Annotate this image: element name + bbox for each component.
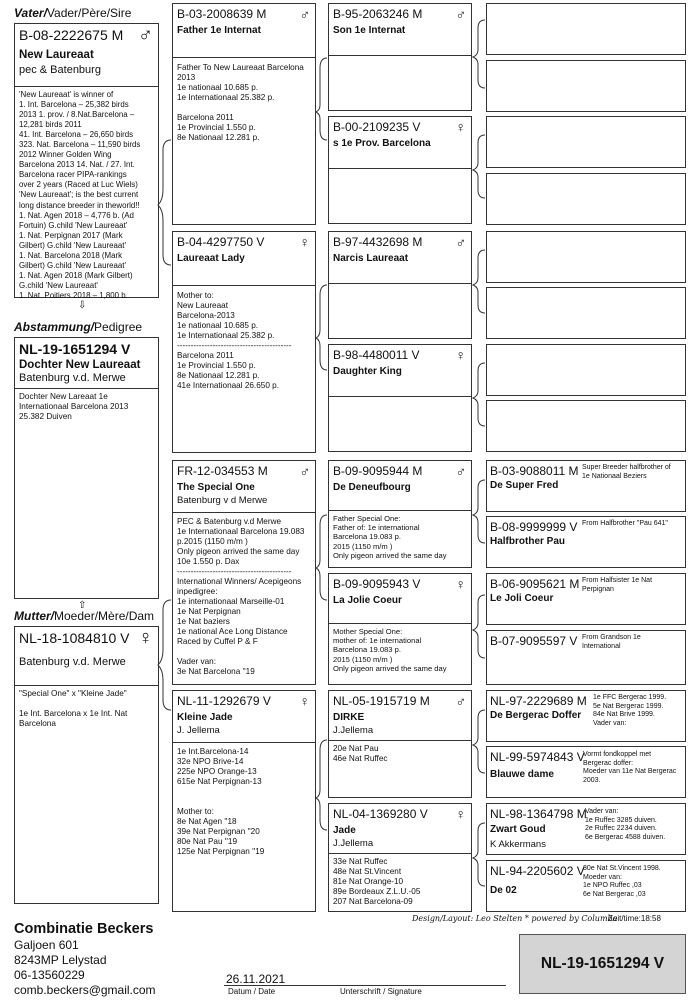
gen2-notes: 1e Int.Barcelona-14 32e NPO Brive-14 225e NPO Orange-13 615e Nat Perpignan-13 Mother to: 8e Nat Agen ''18 39e Nat Perpignan ''20 80e Nat Pau ''19 125e Nat Perpignan ''19 xyxy=(177,747,265,856)
gen3-ring: B-97-4432698 M xyxy=(333,235,423,249)
gen2-notes: Mother to: New Laureaat Barcelona-2013 1e nationaal 10.685 p. 1e Internationaal 25.382 p. ------------------------------------------ Barcelona 2011 1e Provincial 1.550 p. 8e Nationaal 12.281 p. 41e Internationaal 26.650 p. xyxy=(177,291,292,390)
gen2-name: Kleine Jade xyxy=(177,712,233,723)
gen3-name: Son 1e Internat xyxy=(333,25,406,36)
female-symbol-icon: ♀ xyxy=(455,576,466,592)
gen3-notes: Mother Special One: mother of: 1e international Barcelona 19.083 p. 2015 (1150 m/m ) Only pigeon arrived the same day xyxy=(333,627,447,673)
subject-ring: NL-19-1651294 V xyxy=(19,341,131,357)
gen4-ring: NL-94-2205602 V xyxy=(490,864,585,878)
subject-owner: Batenburg v.d. Merwe xyxy=(19,372,126,384)
breeder-line: Galjoen 601 xyxy=(14,938,79,952)
print-time: Zeit/time:18:58 xyxy=(608,914,661,923)
gen3-owner: J.Jellema xyxy=(333,725,374,736)
male-symbol-icon: ♂ xyxy=(299,6,310,22)
gen4-name: Blauwe dame xyxy=(490,769,554,780)
gen3-ring: B-09-9095944 M xyxy=(333,464,423,478)
gen3-notes: 20e Nat Pau 46e Nat Ruffec xyxy=(333,744,388,763)
gen2-notes: Father To New Laureaat Barcelona 2013 1e nationaal 10.685 p. 1e Internationaal 25.382 p. Barcelona 2011 1e Provincial 1.550 p. 8e Nationaal 12.281 p. xyxy=(177,63,304,142)
gen3-name: s 1e Prov. Barcelona xyxy=(333,138,431,149)
gen2-owner: Batenburg v d Merwe xyxy=(177,495,268,506)
gen4-owner: K Akkermans xyxy=(490,839,546,850)
gen4-name: Zwart Goud xyxy=(490,824,546,835)
gen3-name: Narcis Laureaat xyxy=(333,253,409,264)
gen4-notes: 1e FFC Bergerac 1999. 5e Nat Bergerac 1999. 84e Nat Brive 1999. Vader van: xyxy=(593,694,667,727)
gen3-ring: B-95-2063246 M xyxy=(333,7,423,21)
gen3-ring: NL-05-1915719 M xyxy=(333,694,430,708)
gen3-notes: Father Special One: Father of: 1e international Barcelona 19.083 p. 2015 (1150 m/m ) Only pigeon arrived the same day xyxy=(333,514,447,560)
male-symbol-icon: ♂ xyxy=(455,463,466,479)
gen4-notes: Vormt fondkoppel met Bergerac doffer: Moeder van 11e Nat Bergerac 2003. xyxy=(583,751,677,784)
gen4-ring: B-07-9095597 V xyxy=(490,634,578,648)
gen3-owner: J.Jellema xyxy=(333,838,374,849)
gen4-ring: B-08-9999999 V xyxy=(490,520,578,534)
male-symbol-icon: ♂ xyxy=(455,693,466,709)
arrow-down-icon: ⇩ xyxy=(78,300,87,311)
gen2-owner: J. Jellema xyxy=(177,725,220,736)
female-symbol-icon: ♀ xyxy=(299,234,310,250)
breeder-line: 06-13560229 xyxy=(14,968,85,982)
dam-owner: Batenburg v.d. Merwe xyxy=(19,656,126,668)
gen3-ring: B-98-4480011 V xyxy=(333,348,420,362)
gen2-name: Father 1e Internat xyxy=(177,25,261,36)
breeder-address xyxy=(14,938,156,998)
gen4-notes: From Halfsister 1e Nat Perpignan xyxy=(582,577,653,593)
gen4-name: De Super Fred xyxy=(490,480,559,491)
female-symbol-icon: ♀ xyxy=(455,806,466,822)
gen3-ring: B-09-9095943 V xyxy=(333,577,421,591)
signature-line xyxy=(224,985,506,986)
subject-name: Dochter New Laureaat xyxy=(19,359,141,371)
dam-section-label: Mutter/Moeder/Mère/Dam xyxy=(14,609,155,623)
pedigree-section-label: Abstammung/Pedigree xyxy=(14,320,143,334)
gen2-ring: B-03-2008639 M xyxy=(177,7,267,21)
male-symbol-icon: ♂ xyxy=(455,234,466,250)
date-label: Datum / Date xyxy=(228,987,276,996)
gen2-ring: B-04-4297750 V xyxy=(177,235,265,249)
dam-notes: "Special One" x "Kleine Jade" 1e Int. Barcelona x 1e Int. Nat Barcelona xyxy=(19,689,128,728)
gen2-ring: NL-11-1292679 V xyxy=(177,694,271,708)
gen3-name: De Deneufbourg xyxy=(333,482,411,493)
male-symbol-icon: ♂ xyxy=(299,463,310,479)
male-symbol-icon: ♂ xyxy=(455,6,466,22)
gen4-notes: Vader van: 1e Ruffec 3285 duiven. 2e Ruffec 2234 duiven. 6e Bergerac 4588 duiven. xyxy=(585,808,666,841)
female-symbol-icon: ♀ xyxy=(455,119,466,135)
dam-ring: NL-18-1084810 V xyxy=(19,630,130,646)
gen3-notes: 33e Nat Ruffec 48e Nat St.Vincent 81e Nat Orange-10 89e Bordeaux Z.L.U.-05 207 Nat Barcelona-09 xyxy=(333,857,421,906)
gen2-name: Laureaat Lady xyxy=(177,253,245,264)
gen4-notes: From Grandson 1e International xyxy=(582,634,641,650)
breeder-email[interactable]: comb.beckers@gmail.com xyxy=(14,983,156,997)
gen4-ring: B-06-9095621 M xyxy=(490,577,580,591)
breeder-name: Combinatie Beckers xyxy=(14,921,154,937)
gen3-name: La Jolie Coeur xyxy=(333,595,402,606)
gen4-name: De Bergerac Doffer xyxy=(490,710,582,721)
sire-section-label: Vater/Vader/Père/Sire xyxy=(14,6,132,20)
gen4-name: Halfbrother Pau xyxy=(490,536,566,547)
signature-label: Unterschrift / Signature xyxy=(340,987,422,996)
gen3-name: Daughter King xyxy=(333,366,402,377)
gen4-ring: NL-99-5974843 V xyxy=(490,750,585,764)
gen4-ring: NL-97-2229689 M xyxy=(490,694,587,708)
female-symbol-icon: ♀ xyxy=(455,347,466,363)
female-symbol-icon: ♀ xyxy=(138,627,153,649)
gen3-ring: NL-04-1369280 V xyxy=(333,807,428,821)
gen2-name: The Special One xyxy=(177,482,255,493)
ring-number-box: NL-19-1651294 V xyxy=(519,934,686,994)
male-symbol-icon: ♂ xyxy=(138,24,153,46)
design-credit: Design/Layout: Leo Stelten * powered by Columba xyxy=(412,914,618,923)
gen4-notes: 30e Nat St.Vincent 1998. Moeder van: 1e NPO Ruffec ,03 6e Nat Bergerac ,03 xyxy=(583,865,661,898)
gen4-notes: From Halfbrother "Pau 641" xyxy=(582,520,668,527)
gen4-notes: Super Breeder halfbrother of 1e Nationaal Beziers xyxy=(582,464,671,480)
subject-notes: Dochter New Lareaat 1e Internationaal Barcelona 2013 25.382 Duiven xyxy=(19,392,129,421)
gen3-ring: B-00-2109235 V xyxy=(333,120,421,134)
gen2-ring: FR-12-034553 M xyxy=(177,464,268,478)
sire-ring: B-08-2222675 M xyxy=(19,27,124,43)
gen4-name: De 02 xyxy=(490,885,517,896)
breeder-line: 8243MP Lelystad xyxy=(14,953,107,967)
gen4-ring: NL-98-1364798 M xyxy=(490,807,587,821)
gen4-name: Le Joli Coeur xyxy=(490,593,554,604)
gen3-name: Jade xyxy=(333,825,356,836)
female-symbol-icon: ♀ xyxy=(299,693,310,709)
arrow-up-icon: ⇧ xyxy=(78,600,87,611)
gen3-name: DIRKE xyxy=(333,712,365,723)
date-value: 26.11.2021 xyxy=(226,972,286,986)
gen4-ring: B-03-9088011 M xyxy=(490,464,579,478)
sire-notes: 'New Laureaat' is winner of 1. Int. Barcelona – 25,382 birds 2013 1. prov. / 8.Nat.Barcelona – 12,281 birds 2011 41. Int. Barcelona – 26,650 birds 323. Nat. Barcelona – 11,590 birds 2012 Winner Golden Wing Barcelona 2013 14. Nat. / 27. Int. Barcelona racer PIPA-rankings over 2 years (Raced at Luc Wiels) 'New Laureaat'; is the best current long distance breeder in theworld!! 1. Nat. Agen 2018 – 4,776 b. (Ad Fortuin) G.child 'New Laureaat' 1. Nat. Perpignan 2017 (Mark Gilbert) G.child 'New Laureaat' 1. Nat. Barcelona 2018 (Mark Gilbert) G.child 'New Laureaat' 1. Nat. Agen 2018 (Mark Gilbert) G.child 'New Laureaat' 1. Nat. Poitiers 2018 – 1,800 b. xyxy=(19,90,141,300)
sire-owner: pec & Batenburg xyxy=(19,64,101,76)
gen2-notes: PEC & Batenburg v.d Merwe 1e Internationaal Barcelona 19.083 p.2015 (1150 m/m ) Only pigeon arrived the same day 10e 1.550 p. Dax ------------------------------------------ International Winners/ Acepigeons inpedigree: 1e internationaal Marseille-01 1e Nat Perpignan 1e Nat baziers 1e national Ace Long Distance Raced by Cuffel P & F Vader van: 3e Nat Barcelona ''19 xyxy=(177,517,305,676)
sire-name: New Laureaat xyxy=(19,49,94,61)
